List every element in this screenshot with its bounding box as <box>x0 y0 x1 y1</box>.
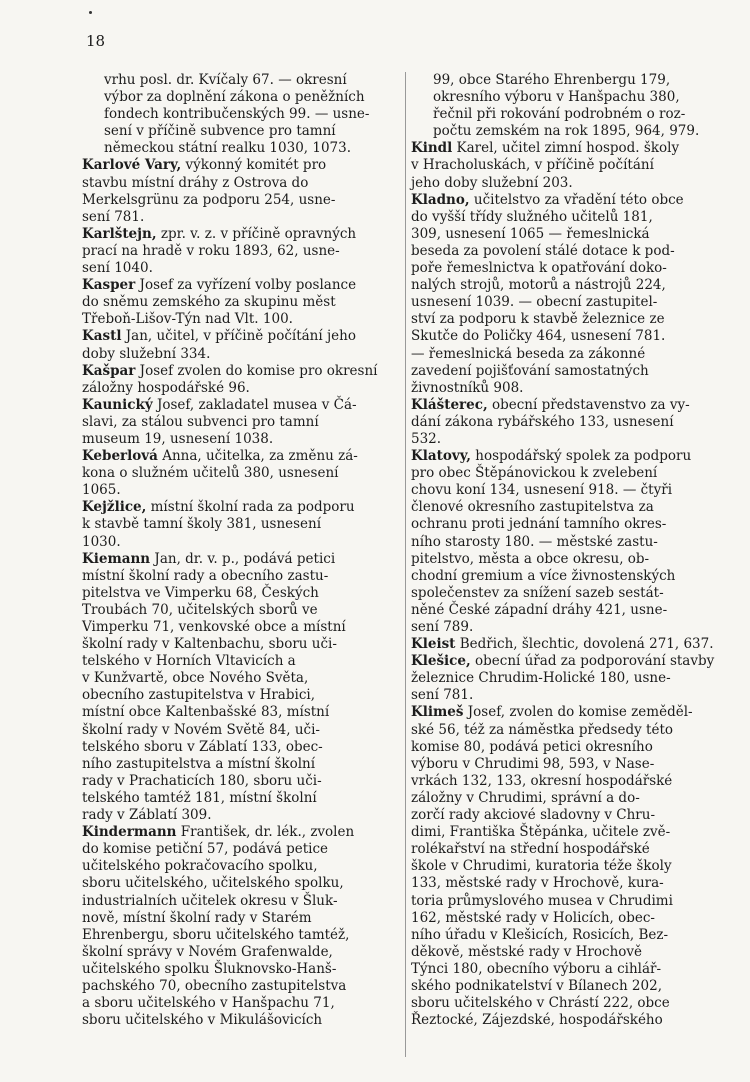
entry-line <box>104 72 402 89</box>
entry-line <box>411 636 723 653</box>
index-entry <box>411 140 723 191</box>
entry-heading: Kasper <box>82 277 136 294</box>
entry-text: telského v Horních Vltavicích a <box>82 653 296 670</box>
entry-line <box>82 157 402 174</box>
entry-text: v Kunžvartě, obce Nového Světa, <box>82 670 309 687</box>
entry-line <box>411 755 723 773</box>
entry-text: Josef za vyřízení volby poslance <box>135 277 357 294</box>
index-entry <box>411 397 723 448</box>
entry-text: ského podnikatelství v Bílanech 202, <box>411 977 662 994</box>
entry-line <box>411 260 723 277</box>
entry-heading: Kejžlice, <box>82 499 147 516</box>
entry-text: doby služební 334. <box>82 345 211 362</box>
entry-line <box>82 328 402 345</box>
entry-text: toria průmyslového musea v Chrudimi <box>411 892 673 909</box>
entry-text: obecní úřad za podporování stavby <box>470 653 715 670</box>
entry-text: vrkách 132, 133, okresní hospodářské <box>411 772 673 789</box>
entry-heading: Kleist <box>411 636 456 653</box>
entry-text: škole v Chrudimi, kuratoria téže školy <box>411 858 672 875</box>
entry-text: nalých strojů, motorů a nástrojů 224, <box>411 277 666 294</box>
entry-line <box>411 926 723 944</box>
left-column <box>82 72 402 1029</box>
entry-text: Josef, zakladatel musea v Čá- <box>152 396 357 413</box>
entry-text: chovu koní 134, usnesení 918. — čtyři <box>411 482 673 499</box>
entry-line <box>433 72 723 89</box>
entry-text: sení 781. <box>411 687 474 704</box>
index-entry <box>82 328 402 362</box>
entry-line <box>411 567 723 585</box>
entry-line <box>411 772 723 790</box>
entry-line <box>82 892 402 910</box>
entry-text: Josef zvolen do komise pro okresní <box>135 362 378 379</box>
entry-text: ního úřadu v Klešicích, Rosicích, Bez- <box>411 926 669 943</box>
entry-line <box>411 225 723 243</box>
entry-line <box>411 995 723 1012</box>
entry-line <box>82 294 402 311</box>
entry-line <box>82 311 402 328</box>
entry-text: něné České západní dráhy 421, usne- <box>411 601 668 618</box>
entry-text: sboru učitelského v Chrástí 222, obce <box>411 995 670 1012</box>
entry-line <box>411 277 723 294</box>
entry-text: sení 789. <box>411 619 474 635</box>
entry-line <box>411 653 723 670</box>
entry-heading: Kindl <box>411 140 453 157</box>
entry-text: místní obce Kaltenbašské 83, místní <box>82 704 330 721</box>
index-entry <box>82 363 402 397</box>
entry-line <box>411 362 723 380</box>
entry-text: sení v příčině subvence pro tamní <box>104 123 336 140</box>
entry-line <box>411 721 723 739</box>
entry-text: beseda za povolení stálé dotace k pod- <box>411 242 675 259</box>
entry-text: místní školní rady a obecního zastu- <box>82 567 329 584</box>
entry-line <box>411 704 723 721</box>
entry-line <box>82 858 402 875</box>
entry-text: dimi, Františka Štěpánka, učitele zvě- <box>411 824 671 841</box>
entry-text: zavedení pojišťování samostatných <box>411 362 649 379</box>
entry-line <box>82 379 402 397</box>
entry-text: 99, obce Starého Ehrenbergu 179, <box>433 72 671 88</box>
entry-text: k stavbě tamní školy 381, usnesení <box>82 516 322 533</box>
entry-text: poře řemeslnictva k opatřování doko- <box>411 260 667 277</box>
entry-text: učitelského spolku Šluknovsko-Hanš- <box>82 960 337 977</box>
entry-text: školní rady v Kaltenbachu, sboru uči- <box>82 636 337 653</box>
entry-line <box>104 140 402 157</box>
entry-text: obecní představenstvo za vy- <box>487 396 690 413</box>
index-entry <box>82 157 402 225</box>
entry-text: společenstev za snížení sazeb sestát- <box>411 584 664 601</box>
entry-line <box>411 328 723 345</box>
entry-line <box>82 208 402 226</box>
entry-line <box>82 875 402 892</box>
entry-text: rady v Záblatí 309. <box>82 807 212 824</box>
entry-line <box>411 482 723 499</box>
page-number: 18 <box>86 32 106 50</box>
entry-line <box>82 550 402 568</box>
index-entry <box>411 448 723 636</box>
entry-text: 162, městské rady v Holicích, obec- <box>411 909 655 926</box>
entry-line <box>411 465 723 482</box>
entry-line <box>82 704 402 721</box>
entry-line <box>82 670 402 687</box>
entry-text: ochranu proti jednání tamního okres- <box>411 516 667 533</box>
entry-text: školní rady v Novém Světě 84, uči- <box>82 721 320 738</box>
entry-text: sení 1040. <box>82 260 153 277</box>
entry-line <box>411 157 723 174</box>
entry-heading: Kiemann <box>82 550 151 567</box>
entry-line <box>82 789 402 807</box>
entry-heading: Keberlová <box>82 448 158 465</box>
index-entry <box>411 704 723 1029</box>
entry-text: do vyšší třídy služného učitelů 181, <box>411 208 653 225</box>
entry-text: učitelského pokračovacího spolku, <box>82 858 318 875</box>
entry-line <box>82 584 402 602</box>
entry-text: stavbu místní dráhy z Ostrova do <box>82 174 309 191</box>
entry-text: pitelstva ve Vimperku 68, Českých <box>82 584 319 601</box>
entry-text: 532. <box>411 430 442 447</box>
entry-text: záložny v Chrudimi, správní a do- <box>411 789 640 806</box>
entry-line <box>82 738 402 756</box>
index-entry <box>82 551 402 825</box>
entry-text: industrialních učitelek okresu v Šluk- <box>82 892 338 909</box>
entry-line <box>82 174 402 192</box>
entry-text: telského tamtéž 181, místní školní <box>82 789 317 806</box>
entry-heading: Kindermann <box>82 824 177 841</box>
entry-line <box>411 499 723 516</box>
entry-line <box>82 772 402 790</box>
entry-line <box>411 294 723 311</box>
entry-text: komise 80, podává petici okresního <box>411 738 653 755</box>
index-entry <box>411 192 723 397</box>
entry-text: Jan, dr. v. p., podává petici <box>150 550 336 567</box>
entry-line <box>104 106 402 123</box>
entry-heading: Klešice, <box>411 653 471 670</box>
entry-line <box>82 345 402 363</box>
entry-text: usnesení 1039. — obecní zastupitel- <box>411 294 658 311</box>
entry-text: rolékařství na střední hospodářské <box>411 841 650 858</box>
entry-text: Josef, zvolen do komise zeměděl- <box>463 704 693 721</box>
entry-text: 309, usnesení 1065 — řemeslnická <box>411 225 650 242</box>
entry-text: německou státní realku 1030, 1073. <box>104 140 352 157</box>
entry-line <box>411 430 723 448</box>
entry-line <box>411 516 723 533</box>
entry-line <box>82 687 402 704</box>
index-entry <box>82 226 402 277</box>
entry-text: pachského 70, obecního zastupitelstva <box>82 977 347 994</box>
index-entry-continuation <box>411 72 723 140</box>
entry-line <box>82 533 402 551</box>
entry-line <box>411 841 723 858</box>
entry-line <box>411 943 723 961</box>
index-entry <box>411 636 723 653</box>
right-column <box>411 72 723 1029</box>
entry-text: 1065. <box>82 482 121 499</box>
entry-line <box>411 550 723 568</box>
entry-line <box>82 721 402 739</box>
column-divider <box>405 72 406 1057</box>
entry-line <box>411 379 723 397</box>
entry-text: členové okresního zastupitelstva za <box>411 499 654 516</box>
entry-heading: Karlové Vary, <box>82 157 182 174</box>
entry-line <box>82 960 402 978</box>
entry-text: jeho doby služební 203. <box>411 174 573 191</box>
entry-line <box>411 670 723 687</box>
entry-text: do sněmu zemského za skupinu měst <box>82 294 336 311</box>
entry-line <box>82 807 402 824</box>
entry-text: do komise petiční 57, podává petice <box>82 841 329 858</box>
entry-text: František, dr. lék., zvolen <box>176 824 355 841</box>
entry-line <box>82 191 402 209</box>
entry-line <box>82 430 402 448</box>
entry-line <box>433 89 723 106</box>
entry-line <box>82 362 402 380</box>
entry-line <box>433 123 723 140</box>
entry-line <box>82 482 402 499</box>
entry-line <box>411 533 723 551</box>
entry-text: živnostníků 908. <box>411 379 524 396</box>
entry-line <box>82 977 402 995</box>
index-entry <box>82 824 402 1029</box>
entry-text: kona o služném učitelů 380, usnesení <box>82 465 339 482</box>
entry-heading: Klatovy, <box>411 448 471 465</box>
entry-text: sboru učitelského v Mikulášovicích <box>82 1012 323 1029</box>
entry-line <box>411 413 723 431</box>
index-entry <box>82 397 402 448</box>
entry-line <box>411 174 723 192</box>
entry-text: rady v Prachaticích 180, sboru uči- <box>82 772 322 789</box>
entry-text: ské 56, též za náměstka předsedy této <box>411 721 673 738</box>
index-entry <box>82 499 402 550</box>
entry-text: učitelstvo za vřadění této obce <box>469 191 684 208</box>
entry-line <box>82 396 402 414</box>
entry-text: museum 19, usnesení 1038. <box>82 430 274 447</box>
entry-text: fondech kontribučenských 99. — usne- <box>104 106 370 123</box>
entry-line <box>411 584 723 602</box>
entry-text: Jan, učitel, v příčině počítání jeho <box>121 328 356 345</box>
entry-text: Třeboň-Lišov-Týn nad Vlt. 100. <box>82 311 293 328</box>
entry-text: ství za podporu k stavbě železnice ze <box>411 311 665 328</box>
entry-line <box>82 242 402 260</box>
entry-text: okresního výboru v Hanšpachu 380, <box>433 89 680 106</box>
entry-text: místní školní rada za podporu <box>146 499 355 516</box>
entry-text: výbor za doplnění zákona o peněžních <box>104 89 365 106</box>
entry-heading: Kašpar <box>82 362 136 379</box>
entry-heading: Klimeš <box>411 704 464 721</box>
entry-line <box>411 208 723 226</box>
entry-line <box>82 755 402 773</box>
entry-line <box>82 601 402 619</box>
entry-text: vrhu posl. dr. Kvíčaly 67. — okresní <box>104 72 347 88</box>
entry-text: v Hracholuskách, v příčině počítání <box>411 157 654 174</box>
entry-text: 133, městské rady v Hrochově, kura- <box>411 875 664 892</box>
entry-line <box>411 977 723 995</box>
entry-line <box>82 448 402 465</box>
entry-line <box>82 841 402 858</box>
entry-text: děkově, městské rady v Hrochově <box>411 943 643 960</box>
entry-text: slavi, za stálou subvenci pro tamní <box>82 413 319 430</box>
entry-line <box>82 225 402 243</box>
entry-line <box>82 260 402 277</box>
entry-text: Anna, učitelka, za změnu zá- <box>157 448 358 465</box>
entry-line <box>411 242 723 260</box>
speck-mark <box>89 11 92 14</box>
entry-line <box>411 824 723 841</box>
entry-text: ního starosty 180. — městské zastu- <box>411 533 658 550</box>
index-entry-continuation <box>82 72 402 157</box>
entry-heading: Kastl <box>82 328 122 345</box>
entry-text: Karel, učitel zimní hospod. školy <box>452 140 680 157</box>
entry-line <box>411 807 723 824</box>
entry-line <box>82 995 402 1012</box>
entry-line <box>82 926 402 944</box>
entry-line <box>411 311 723 328</box>
entry-line <box>82 653 402 670</box>
entry-heading: Karlštejn, <box>82 225 157 242</box>
entry-text: ního zastupitelstva a místní školní <box>82 755 316 772</box>
entry-text: počtu zemském na rok 1895, 964, 979. <box>433 123 700 140</box>
entry-text: zpr. v. z. v příčině opravných <box>156 225 357 242</box>
entry-text: výboru v Chrudimi 98, 593, v Nase- <box>411 755 655 772</box>
entry-text: — řemeslnická beseda za zákonné <box>411 345 646 362</box>
entry-text: a sboru učitelského v Hanšpachu 71, <box>82 995 335 1012</box>
entry-text: pro obec Štěpánovickou k zvelebení <box>411 465 658 482</box>
entry-line <box>82 413 402 431</box>
entry-heading: Kaunický <box>82 396 153 413</box>
entry-line <box>411 960 723 978</box>
entry-text: chodní gremium a více živnostenských <box>411 567 676 584</box>
entry-line <box>411 396 723 414</box>
entry-text: obecního zastupitelstva v Hrabici, <box>82 687 315 704</box>
entry-text: řečnil při rokování podrobném o roz- <box>433 106 686 123</box>
entry-text: prací na hradě v roku 1893, 62, usne- <box>82 242 340 259</box>
entry-line <box>411 875 723 892</box>
entry-line <box>82 465 402 482</box>
entry-line <box>411 892 723 910</box>
entry-line <box>82 567 402 585</box>
entry-line <box>82 516 402 533</box>
entry-text: sboru učitelského, učitelského spolku, <box>82 875 344 892</box>
entry-line <box>411 191 723 209</box>
entry-text: nově, místní školní rady v Starém <box>82 909 312 926</box>
entry-line <box>411 1012 723 1029</box>
entry-text: telského sboru v Záblatí 133, obec- <box>82 738 323 755</box>
entry-text: Skutče do Poličky 464, usnesení 781. <box>411 328 666 345</box>
entry-line <box>411 619 723 636</box>
entry-line <box>433 106 723 123</box>
entry-heading: Kladno, <box>411 191 470 208</box>
entry-text: výkonný komitét pro <box>181 157 327 174</box>
entry-line <box>82 636 402 653</box>
entry-text: školní správy v Novém Grafenwalde, <box>82 943 333 960</box>
entry-line <box>411 858 723 875</box>
entry-line <box>82 824 402 841</box>
entry-line <box>411 601 723 619</box>
entry-line <box>411 140 723 157</box>
index-entry <box>411 653 723 704</box>
entry-text: záložny hospodářské 96. <box>82 379 250 396</box>
entry-text: Řeztocké, Zájezdské, hospodářského <box>411 1012 663 1029</box>
entry-line <box>104 123 402 140</box>
entry-heading: Klášterec, <box>411 396 488 413</box>
entry-text: Týnci 180, obecního výboru a cihlář- <box>411 960 662 977</box>
entry-text: pitelstvo, města a obce okresu, ob- <box>411 550 650 567</box>
entry-line <box>411 345 723 363</box>
index-entry <box>82 448 402 499</box>
entry-text: Merkelsgrünu za podporu 254, usne- <box>82 191 336 208</box>
entry-text: sení 781. <box>82 208 145 225</box>
entry-line <box>411 738 723 756</box>
entry-text: Ehrenbergu, sboru učitelského tamtéž, <box>82 926 350 943</box>
entry-text: Troubách 70, učitelských sborů ve <box>82 601 318 618</box>
entry-text: Bedřich, šlechtic, dovolená 271, 637. <box>455 636 714 653</box>
index-entry <box>82 277 402 328</box>
entry-line <box>82 943 402 961</box>
entry-line <box>104 89 402 106</box>
entry-text: 1030. <box>82 533 121 550</box>
entry-line <box>411 687 723 704</box>
entry-text: zorčí rady akciové sladovny v Chru- <box>411 807 656 824</box>
entry-line <box>411 909 723 927</box>
entry-line <box>82 1012 402 1029</box>
entry-text: Vimperku 71, venkovské obce a místní <box>82 619 346 635</box>
entry-text: hospodářský spolek za podporu <box>470 448 692 465</box>
entry-line <box>82 499 402 516</box>
entry-line <box>411 789 723 807</box>
entry-line <box>82 909 402 927</box>
entry-line <box>82 277 402 294</box>
entry-line <box>411 448 723 465</box>
entry-line <box>82 619 402 636</box>
entry-text: dání zákona rybářského 133, usnesení <box>411 413 674 430</box>
entry-text: železnice Chrudim-Holické 180, usne- <box>411 670 671 687</box>
